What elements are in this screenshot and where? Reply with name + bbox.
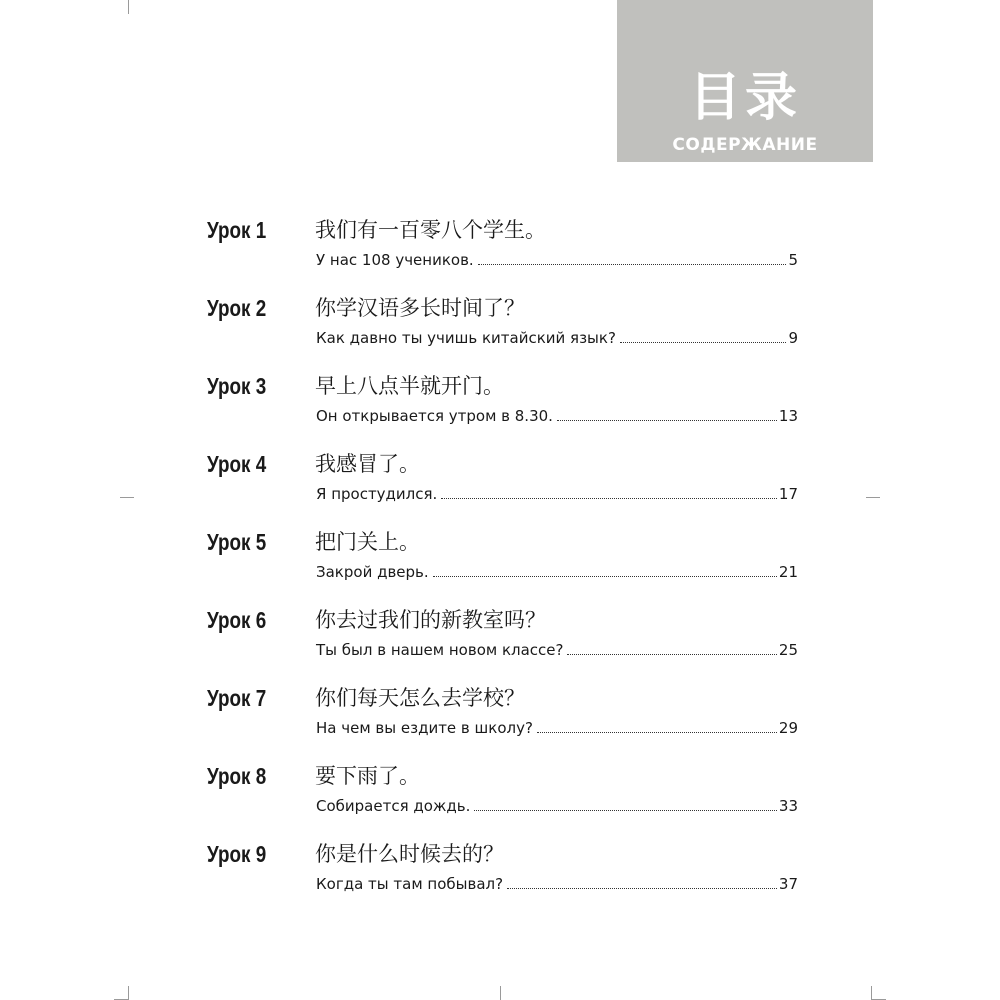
lesson-subtitle-row — [316, 404, 798, 426]
lesson-number: Урок 3 — [207, 373, 267, 399]
page-number: 9 — [788, 329, 798, 347]
lesson-number: Урок 5 — [207, 529, 267, 555]
lesson-subtitle-row — [316, 638, 798, 660]
lesson-title-russian: Он открывается утром в 8.30. — [316, 407, 553, 425]
page-number: 5 — [788, 251, 798, 269]
page-number: 33 — [778, 797, 798, 815]
lesson-subtitle-row — [316, 482, 798, 504]
lesson-title-chinese: 早上八点半就开门。 — [315, 374, 504, 398]
lesson-title-chinese: 你们每天怎么去学校？ — [315, 686, 525, 710]
dot-leader — [474, 810, 776, 811]
contents-title: 目录 — [688, 68, 801, 128]
lesson-subtitle-row — [316, 716, 798, 738]
lesson-number: Урок 8 — [207, 763, 267, 789]
lesson-number: Урок 6 — [207, 607, 267, 633]
toc-entry[interactable] — [0, 605, 1000, 675]
lesson-subtitle-row — [316, 326, 798, 348]
lesson-number: Урок 2 — [207, 295, 267, 321]
lesson-title-chinese: 你是什么时候去的？ — [315, 842, 504, 866]
toc-entry[interactable] — [0, 839, 1000, 909]
lesson-title-russian: Ты был в нашем новом классе? — [316, 641, 564, 659]
toc-entry[interactable] — [0, 683, 1000, 753]
lesson-number: Урок 7 — [207, 685, 267, 711]
dot-leader — [620, 342, 787, 343]
lesson-title-russian: Собирается дождь. — [316, 797, 471, 815]
lesson-number: Урок 9 — [207, 841, 267, 867]
lesson-title-chinese: 我感冒了。 — [315, 452, 420, 476]
dot-leader — [567, 654, 776, 655]
toc-entry[interactable] — [0, 449, 1000, 519]
lesson-title-russian: Закрой дверь. — [316, 563, 429, 581]
lesson-title-russian: Я простудился. — [316, 485, 438, 503]
toc-entry[interactable] — [0, 293, 1000, 363]
dot-leader — [507, 888, 777, 889]
dot-leader — [557, 420, 777, 421]
toc-entry[interactable] — [0, 761, 1000, 831]
lesson-title-chinese: 把门关上。 — [315, 530, 420, 554]
page-number: 21 — [778, 563, 798, 581]
lesson-title-chinese: 我们有一百零八个学生。 — [315, 218, 546, 242]
lesson-number: Урок 1 — [207, 217, 267, 243]
dot-leader — [478, 264, 787, 265]
lesson-number: Урок 4 — [207, 451, 267, 477]
page-number: 13 — [778, 407, 798, 425]
dot-leader — [537, 732, 777, 733]
dot-leader — [433, 576, 777, 577]
lesson-title-russian: На чем вы ездите в школу? — [316, 719, 533, 737]
lesson-title-chinese: 要下雨了。 — [315, 764, 420, 788]
dot-leader — [441, 498, 777, 499]
lesson-subtitle-row — [316, 794, 798, 816]
contents-subtitle: СОДЕРЖАНИЕ — [672, 135, 818, 155]
lesson-subtitle-row — [316, 872, 798, 894]
toc-entry[interactable] — [0, 371, 1000, 441]
lesson-title-chinese: 你学汉语多长时间了？ — [315, 296, 525, 320]
lesson-subtitle-row — [316, 248, 798, 270]
toc-entry[interactable] — [0, 527, 1000, 597]
toc-entry[interactable] — [0, 215, 1000, 285]
lesson-title-russian: Когда ты там побывал? — [316, 875, 504, 893]
page-number: 37 — [778, 875, 798, 893]
page-number: 17 — [778, 485, 798, 503]
page-number: 25 — [778, 641, 798, 659]
lesson-title-chinese: 你去过我们的新教室吗？ — [315, 608, 546, 632]
lesson-subtitle-row — [316, 560, 798, 582]
page-number: 29 — [778, 719, 798, 737]
lesson-title-russian: У нас 108 учеников. — [316, 251, 474, 269]
lesson-title-russian: Как давно ты учишь китайский язык? — [316, 329, 616, 347]
